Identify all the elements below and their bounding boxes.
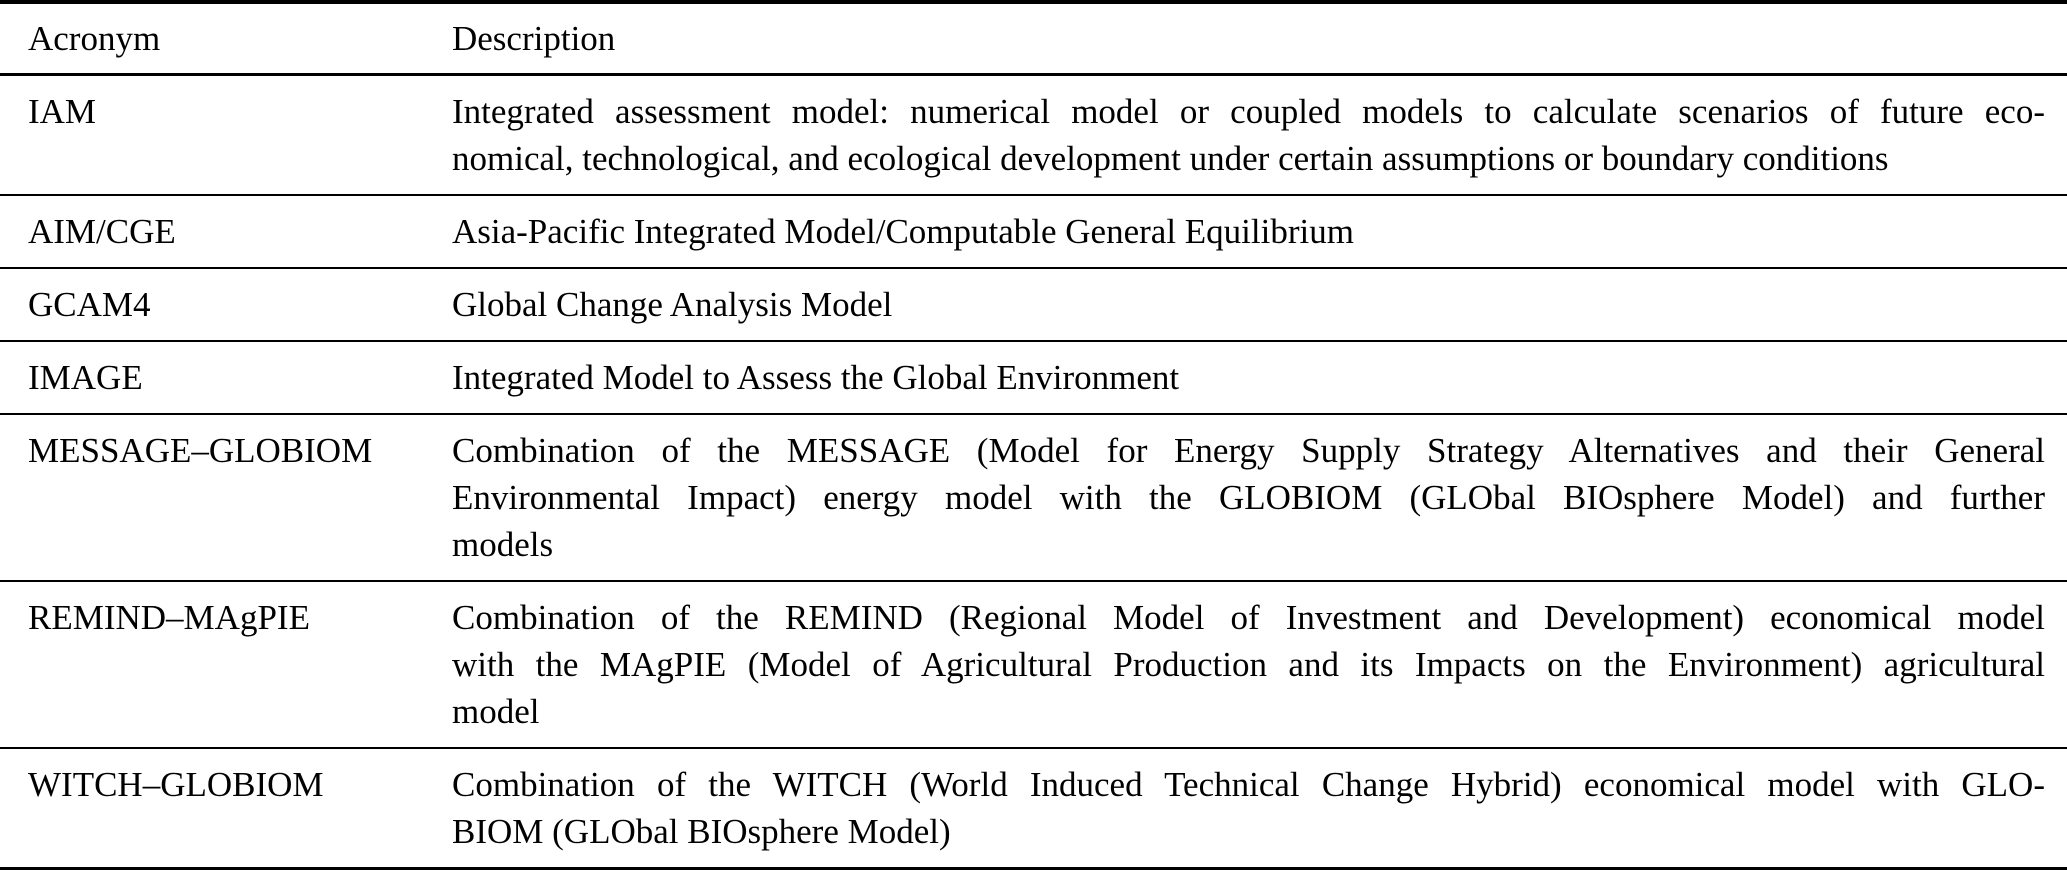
acronym-cell: IAM xyxy=(28,92,97,131)
table-row xyxy=(0,76,2067,196)
description-line: Global Change Analysis Model xyxy=(452,285,893,324)
header-description: Description xyxy=(452,19,616,58)
description-line: Combination of the REMIND (Regional Model of Investment and Development) economical model xyxy=(452,598,2045,637)
description-line: Combination of the MESSAGE (Model for Energy Supply Strategy Alternatives and their General xyxy=(452,431,2045,470)
description-line: Integrated assessment model: numerical model or coupled models to calculate scenarios of future eco- xyxy=(452,92,2045,131)
table-row xyxy=(0,415,2067,582)
description-line: BIOM (GLObal BIOsphere Model) xyxy=(452,812,951,851)
description-line: Integrated Model to Assess the Global Environment xyxy=(452,358,1180,397)
description-cell xyxy=(452,761,2067,855)
description-cell xyxy=(452,281,2067,328)
table-row xyxy=(0,582,2067,749)
acronym-cell: AIM/CGE xyxy=(28,212,176,251)
description-line: Combination of the WITCH (World Induced Technical Change Hybrid) economical model with GLO- xyxy=(452,765,2045,804)
description-line: Asia-Pacific Integrated Model/Computable General Equilibrium xyxy=(452,212,1354,251)
description-line: models xyxy=(452,525,554,564)
table-header-row xyxy=(0,4,2067,76)
table-row xyxy=(0,196,2067,269)
acronym-cell: REMIND–MAgPIE xyxy=(28,598,310,637)
table-row xyxy=(0,749,2067,867)
acronym-cell: MESSAGE–GLOBIOM xyxy=(28,431,373,470)
description-cell xyxy=(452,354,2067,401)
table-row xyxy=(0,269,2067,342)
acronym-cell: IMAGE xyxy=(28,358,143,397)
description-cell xyxy=(452,88,2067,182)
description-line: with the MAgPIE (Model of Agricultural Production and its Impacts on the Environment) agricultural xyxy=(452,645,2045,684)
description-cell xyxy=(452,594,2067,735)
acronym-cell: GCAM4 xyxy=(28,285,151,324)
description-cell xyxy=(452,427,2067,568)
table-row xyxy=(0,342,2067,415)
description-line: model xyxy=(452,692,540,731)
description-line: nomical, technological, and ecological development under certain assumptions or boundary conditions xyxy=(452,139,1889,178)
header-acronym: Acronym xyxy=(28,19,161,58)
acronym-cell: WITCH–GLOBIOM xyxy=(28,765,324,804)
description-line: Environmental Impact) energy model with the GLOBIOM (GLObal BIOsphere Model) and further xyxy=(452,478,2045,517)
description-cell xyxy=(452,208,2067,255)
